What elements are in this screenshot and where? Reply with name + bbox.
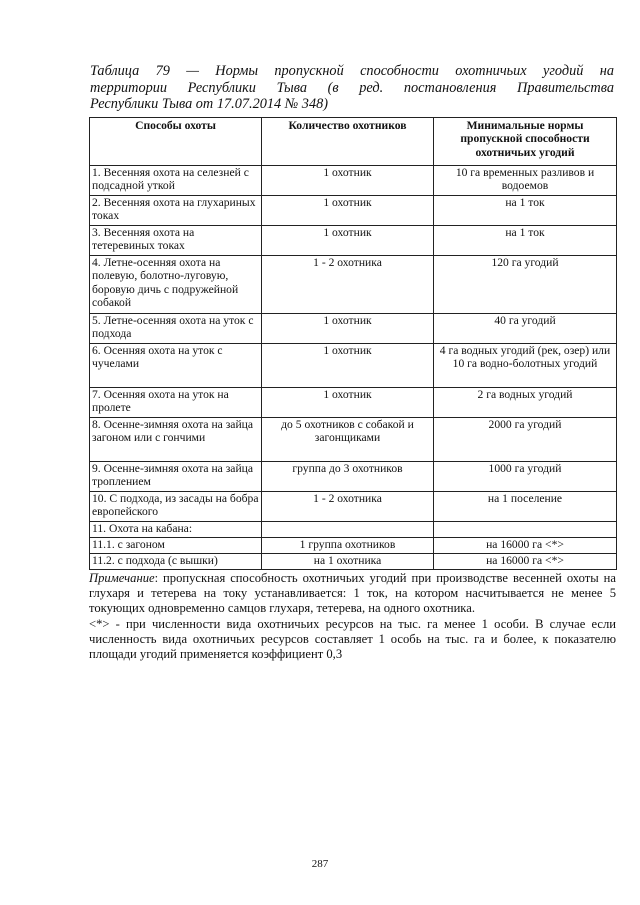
table-row [90, 554, 617, 570]
cell-hunters-count: 1 охотник [262, 314, 434, 344]
cell-capacity-norm: на 1 поселение [434, 492, 617, 522]
cell-capacity-norm: 2000 га угодий [434, 418, 617, 462]
note-paragraph [89, 571, 616, 617]
table-row [90, 418, 617, 462]
cell-capacity-norm: 2 га водных угодий [434, 388, 617, 418]
table-row [90, 226, 617, 256]
header-hunting-method: Способы охоты [90, 118, 262, 166]
cell-capacity-norm: на 1 ток [434, 226, 617, 256]
table-row [90, 344, 617, 388]
cell-hunting-method: 11.2. с подхода (с вышки) [90, 554, 262, 570]
caption-line-2: территории Республики Тыва (в ред. постановления Правительства [90, 79, 614, 96]
cell-hunters-count: 1 - 2 охотника [262, 256, 434, 314]
cell-hunters-count [262, 522, 434, 538]
table-row [90, 166, 617, 196]
table-row [90, 388, 617, 418]
cell-hunting-method: 7. Осенняя охота на уток на пролете [90, 388, 262, 418]
page-number: 287 [311, 858, 329, 870]
cell-hunters-count: 1 охотник [262, 226, 434, 256]
table-header-row [90, 118, 617, 166]
cell-hunting-method: 3. Весенняя охота на тетеревиных токах [90, 226, 262, 256]
table-caption [90, 63, 614, 113]
note-label: Примечание [89, 571, 155, 585]
cell-capacity-norm: 1000 га угодий [434, 462, 617, 492]
cell-hunting-method: 4. Летне-осенняя охота на полевую, болотно-луговую, боровую дичь с подружейной собакой [90, 256, 262, 314]
cell-hunting-method: 9. Осенне-зимняя охота на зайца троплением [90, 462, 262, 492]
cell-hunting-method: 5. Летне-осенняя охота на уток с подхода [90, 314, 262, 344]
table-note [89, 571, 616, 662]
cell-capacity-norm [434, 522, 617, 538]
table-row [90, 256, 617, 314]
header-hunters-count: Количество охотников [262, 118, 434, 166]
table-row [90, 522, 617, 538]
cell-hunters-count: 1 - 2 охотника [262, 492, 434, 522]
table-row [90, 538, 617, 554]
cell-hunters-count: на 1 охотника [262, 554, 434, 570]
table-row [90, 196, 617, 226]
cell-hunting-method: 8. Осенне-зимняя охота на зайца загоном или с гончими [90, 418, 262, 462]
cell-capacity-norm: 120 га угодий [434, 256, 617, 314]
cell-hunters-count: 1 охотник [262, 388, 434, 418]
caption-line-3: Республики Тыва от 17.07.2014 № 348) [90, 96, 329, 112]
cell-hunters-count: 1 охотник [262, 196, 434, 226]
hunting-norms-table [89, 117, 617, 570]
cell-hunters-count: 1 группа охотников [262, 538, 434, 554]
caption-line-1: Таблица 79 — Нормы пропускной способности охотничьих угодий на [90, 63, 614, 79]
cell-hunting-method: 2. Весенняя охота на глухариных токах [90, 196, 262, 226]
table-row [90, 314, 617, 344]
cell-hunting-method: 11. Охота на кабана: [90, 522, 262, 538]
cell-capacity-norm: на 1 ток [434, 196, 617, 226]
cell-hunters-count: до 5 охотников с собакой и загонщиками [262, 418, 434, 462]
note-footnote: <*> - при численности вида охотничьих ресурсов на тыс. га менее 1 особи. В случае если численность вида охотничьих ресурсов составляет 1 особь на тыс. га и более, к показателю площади угодий применяется коэффициент 0,3 [89, 616, 616, 662]
cell-hunting-method: 6. Осенняя охота на уток с чучелами [90, 344, 262, 388]
cell-capacity-norm: 10 га временных разливов и водоемов [434, 166, 617, 196]
table-row [90, 462, 617, 492]
cell-hunters-count: 1 охотник [262, 166, 434, 196]
cell-hunting-method: 11.1. с загоном [90, 538, 262, 554]
cell-capacity-norm: 4 га водных угодий (рек, озер) или 10 га водно-болотных угодий [434, 344, 617, 388]
note-text: : пропускная способность охотничьих угодий при производстве весенней охоты на глухаря и тетерева на току устанавливается: 1 ток, на котором насчитывается не менее 5 токующих одновременно самцов глухаря, тетерева, на одного охотника. [89, 571, 616, 616]
table-row [90, 492, 617, 522]
cell-hunters-count: 1 охотник [262, 344, 434, 388]
cell-capacity-norm: на 16000 га <*> [434, 538, 617, 554]
cell-hunting-method: 1. Весенняя охота на селезней с подсадной уткой [90, 166, 262, 196]
cell-capacity-norm: 40 га угодий [434, 314, 617, 344]
cell-hunting-method: 10. С подхода, из засады на бобра европейского [90, 492, 262, 522]
cell-capacity-norm: на 16000 га <*> [434, 554, 617, 570]
header-capacity-norm: Минимальные нормы пропускной способности охотничьих угодий [434, 118, 617, 166]
cell-hunters-count: группа до 3 охотников [262, 462, 434, 492]
